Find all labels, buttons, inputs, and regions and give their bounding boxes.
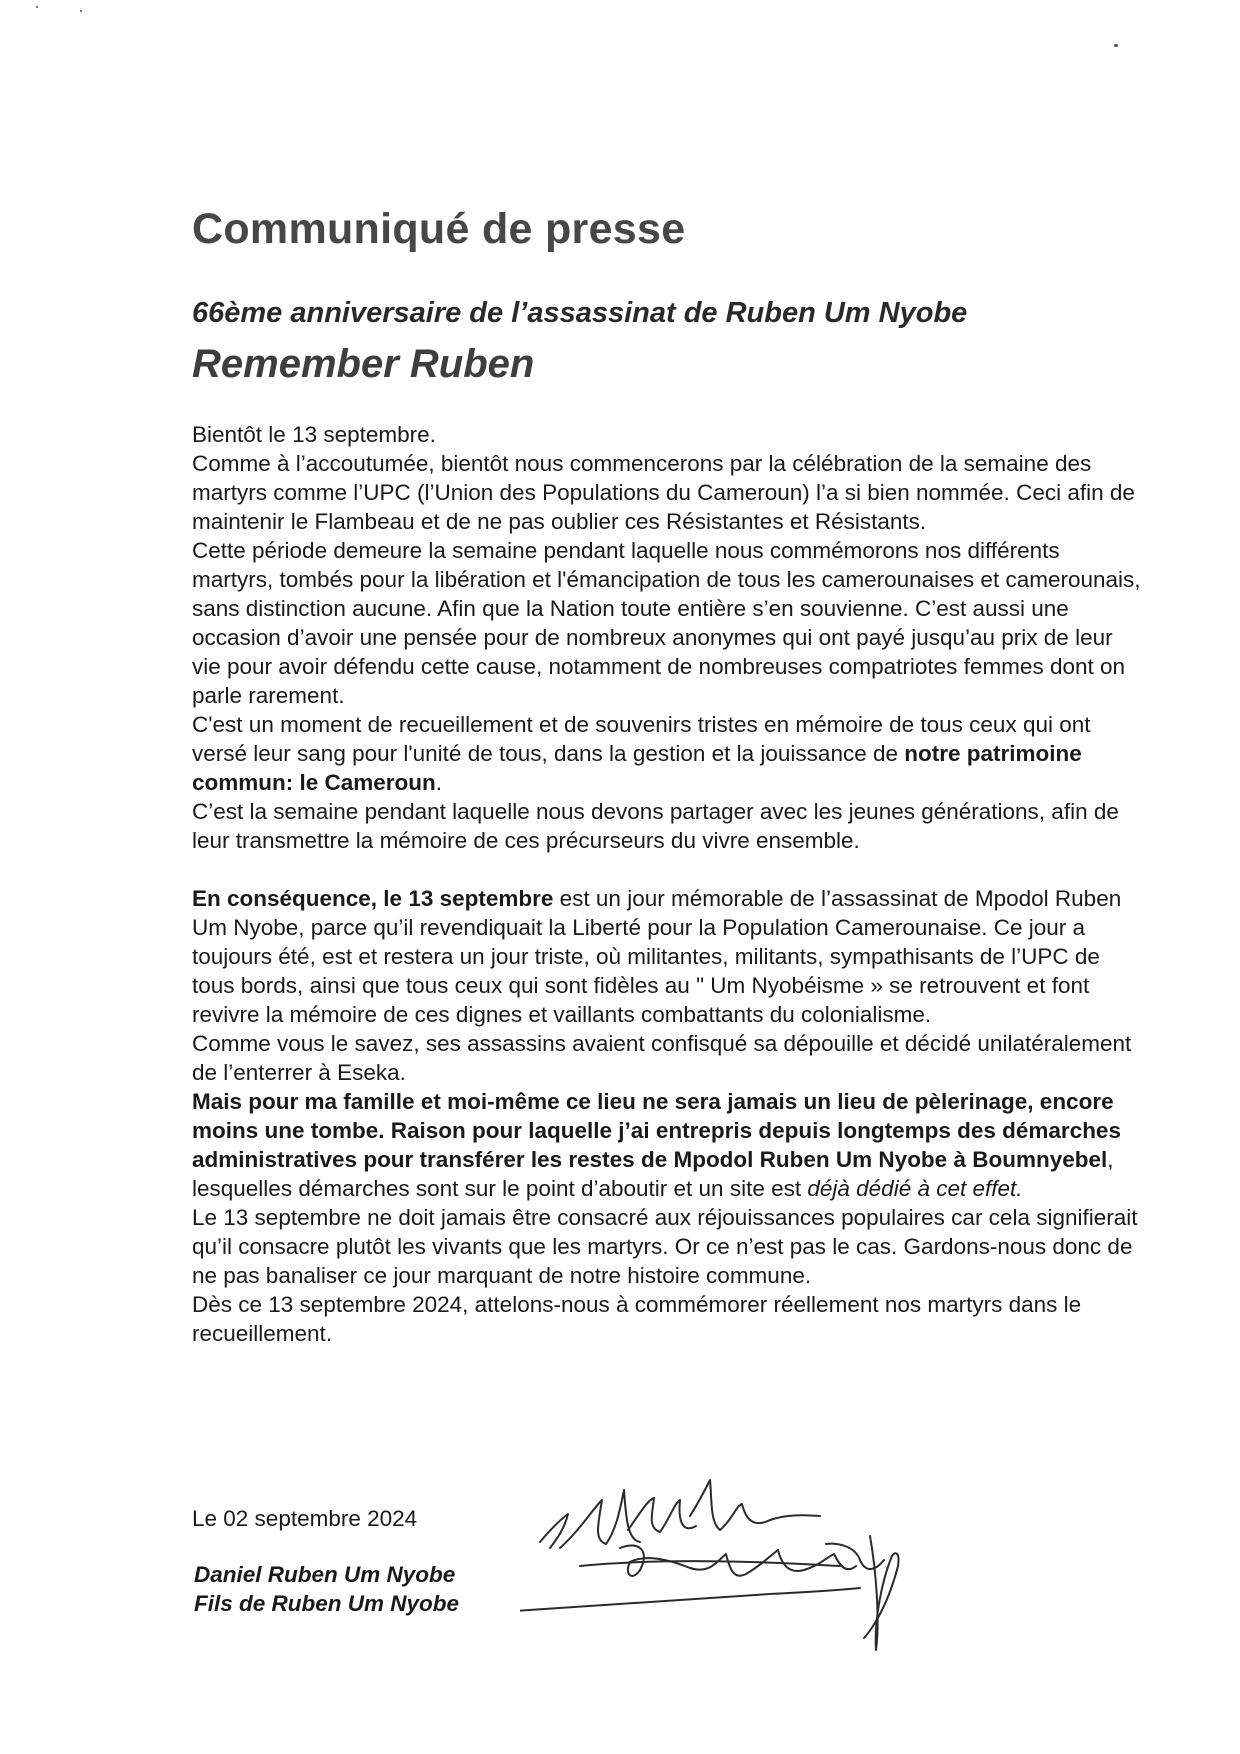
paragraph: Cette période demeure la semaine pendant laquelle nous commémorons nos différents martyrs, tombés pour la libération et l'émancipation de tous les camerounaises et camerounais, sans distinction aucune. Afin que la Nation toute entière s’en souvienne. C’est aussi une occasion d’avoir une pensée pour de nombreux anonymes qui ont payé jusqu’au prix de leur vie pour avoir défendu cette cause, notamment de nombreuses compatriotes femmes dont on parle rarement.: [192, 538, 1141, 708]
signature-stroke: [560, 1490, 640, 1548]
paragraph-gap: [192, 855, 1142, 884]
page-title: Communiqué de presse: [192, 205, 686, 253]
signatory-role: Fils de Ruben Um Nyobe: [194, 1591, 460, 1616]
signature-stroke: [520, 1588, 860, 1614]
emphasis-text: Mais pour ma famille et moi-même ce lieu ne sera jamais un lieu de pèlerinage, encore moins une tombe. Raison pour laquelle j’ai entrepris depuis longtemps des démarches administratives pour transférer les restes de Mpodol Ruben Um Nyobe à Boumnyebel: [192, 1089, 1121, 1172]
signature-stroke: [864, 1536, 899, 1650]
text-run: C'est un moment de recueillement et de souvenirs tristes en mémoire de tous ceux qui ont versé leur sang pour l'unité de tous, dans la gestion et la jouissance de: [192, 712, 1091, 766]
emphasis-text: En conséquence, le 13 septembre: [192, 886, 554, 911]
paragraph: Bientôt le 13 septembre.: [192, 422, 436, 447]
page-headline: Remember Ruben: [192, 342, 535, 386]
scan-speck: [36, 6, 38, 8]
paragraph: Comme à l’accoutumée, bientôt nous commencerons par la célébration de la semaine des martyrs comme l’UPC (l’Union des Populations du Cameroun) l’a si bien nommée. Ceci afin de maintenir le Flambeau et de ne pas oublier ces Résistantes et Résistants.: [192, 451, 1135, 534]
scan-speck: [80, 10, 82, 12]
paragraph: [192, 710, 1142, 797]
paragraph: Comme vous le savez, ses assassins avaient confisqué sa dépouille et décidé unilatéralement de l’enterrer à Eseka.: [192, 1031, 1132, 1085]
communique-body: [192, 420, 1142, 1348]
document-date: Le 02 septembre 2024: [192, 1506, 418, 1531]
signature-stroke: [580, 1561, 840, 1566]
scan-speck: [1114, 44, 1118, 47]
italic-text: déjà dédié à cet effet.: [807, 1176, 1023, 1201]
text-run: , lesquelles démarches sont sur le point d’aboutir et un site est: [192, 1147, 1114, 1201]
page-subtitle: 66ème anniversaire de l’assassinat de Ruben Um Nyobe: [192, 297, 968, 329]
paragraph: [192, 1087, 1142, 1203]
handwritten-signature: [520, 1470, 1000, 1670]
paragraph: Le 13 septembre ne doit jamais être consacré aux réjouissances populaires car cela signifierait qu’il consacre plutôt les vivants que les martyrs. Or ce n’est pas le cas. Gardons-nous donc de ne pas banaliser ce jour marquant de notre histoire commune.: [192, 1205, 1138, 1288]
signatory-block: [194, 1560, 459, 1618]
text-run: est un jour mémorable de l’assassinat de Mpodol Ruben Um Nyobe, parce qu’il revendiquait la Liberté pour la Population Camerounaise. Ce jour a toujours été, est et restera un jour triste, où militantes, militants, sympathisants de l’UPC de tous bords, ainsi que tous ceux qui sont fidèles au " Um Nyobéisme » se retrouvent et font revivre la mémoire de ces dignes et vaillants combattants du colonialisme.: [192, 886, 1122, 1027]
text-run: .: [435, 770, 443, 795]
signature-stroke: [690, 1480, 820, 1530]
paragraph: Dès ce 13 septembre 2024, attelons-nous à commémorer réellement nos martyrs dans le recueillement.: [192, 1292, 1082, 1346]
signature-stroke: [628, 1498, 696, 1532]
paragraph: C’est la semaine pendant laquelle nous devons partager avec les jeunes générations, afin de leur transmettre la mémoire de ces précurseurs du vivre ensemble.: [192, 799, 1119, 853]
paragraph: [192, 884, 1142, 1029]
signature-stroke: [540, 1514, 568, 1548]
emphasis-text: notre patrimoine commun: le Cameroun: [192, 741, 1082, 795]
signatory-name: Daniel Ruben Um Nyobe: [194, 1562, 456, 1587]
